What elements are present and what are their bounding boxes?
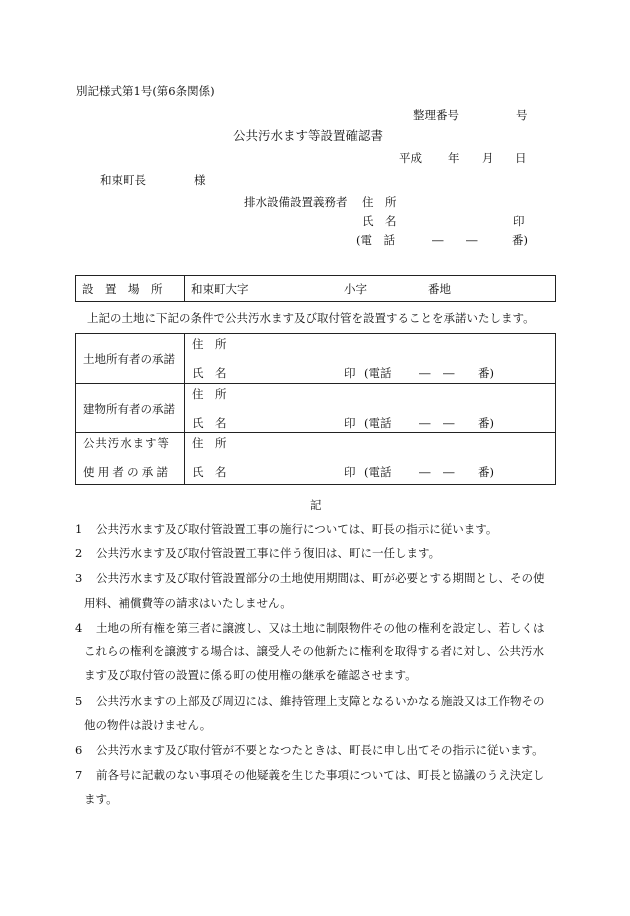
- condition-number: 3: [75, 571, 83, 585]
- consent-phone-close: 番): [478, 465, 494, 479]
- location-table: [75, 275, 556, 302]
- date-month: 月: [482, 151, 494, 165]
- consent-label-line-2: 使用者の承諾: [83, 465, 172, 479]
- consent-address-label: 住 所: [192, 387, 227, 401]
- ki-heading: 記: [310, 498, 322, 512]
- condition-text-continued: 用料、補償費等の請求はいたしません。: [84, 596, 292, 610]
- consent-phone-dash-2: ―: [443, 465, 455, 479]
- condition-text: 公共汚水ます及び取付管設置部分の土地使用期間は、町が必要とする期間とし、その使: [96, 571, 545, 585]
- consent-label-line-1: 公共汚水ます等: [83, 436, 170, 450]
- obligor-name-label: 氏 名: [362, 214, 397, 228]
- consent-label: 土地所有者の承諾: [83, 352, 175, 366]
- consent-name-label: 氏 名: [192, 416, 227, 430]
- date-day: 日: [515, 151, 527, 165]
- obligor-address-label: 住 所: [362, 195, 397, 209]
- condition-number: 2: [75, 546, 83, 560]
- document-title: 公共汚水ます等設置確認書: [233, 128, 384, 143]
- condition-number: 1: [75, 522, 83, 536]
- obligor-phone-close: 番): [512, 233, 528, 247]
- location-town: 和束町大字: [191, 282, 249, 296]
- condition-text: 前各号に記載のない事項その他疑義を生じた事項については、町長と協議のうえ決定し: [96, 768, 545, 782]
- consent-phone-dash-1: ―: [419, 465, 431, 479]
- consent-seal: 印: [344, 416, 356, 430]
- condition-number: 4: [75, 621, 83, 635]
- location-aza: 小字: [344, 282, 367, 296]
- condition-number: 6: [75, 743, 83, 757]
- addressee: 和束町長: [100, 173, 146, 187]
- consent-phone-open: (電話: [364, 465, 392, 479]
- consent-address-label: 住 所: [192, 436, 227, 450]
- form-number: 別記様式第1号(第6条関係): [76, 84, 215, 98]
- consent-phone-dash-2: ―: [443, 366, 455, 380]
- consent-name-label: 氏 名: [192, 465, 227, 479]
- consent-phone-dash-1: ―: [419, 366, 431, 380]
- reference-number-label: 整理番号: [413, 108, 459, 122]
- location-banchi: 番地: [428, 282, 451, 296]
- obligor-seal: 印: [513, 214, 525, 228]
- consent-phone-open: (電話: [364, 366, 392, 380]
- condition-text-continued: ます。: [84, 792, 118, 806]
- condition-text-continued: ます及び取付管の設置に係る町の使用権の継承を確認させます。: [84, 668, 417, 682]
- consent-table: [75, 333, 556, 485]
- date-year: 年: [448, 151, 460, 165]
- obligor-label: 排水設備設置義務者: [244, 195, 348, 209]
- consent-phone-open: (電話: [364, 416, 392, 430]
- condition-text: 土地の所有権を第三者に譲渡し、又は土地に制限物件その他の権利を設定し、若しくは: [96, 621, 545, 635]
- consent-address-label: 住 所: [192, 337, 227, 351]
- honorific: 様: [194, 173, 206, 187]
- consent-intro: 上記の土地に下記の条件で公共汚水ます及び取付管を設置することを承諾いたします。: [87, 311, 535, 325]
- location-label: 設 置 場 所: [82, 282, 163, 296]
- consent-phone-dash-2: ―: [443, 416, 455, 430]
- date-era: 平成: [399, 151, 422, 165]
- consent-seal: 印: [344, 465, 356, 479]
- condition-text: 公共汚水ますの上部及び周辺には、維持管理上支障となるいかなる施設又は工作物その: [96, 694, 545, 708]
- consent-phone-dash-1: ―: [419, 416, 431, 430]
- obligor-phone-open: (電 話: [356, 233, 395, 247]
- condition-text-continued: これらの権利を譲渡する場合は、譲受人その他新たに権利を取得する者に対し、公共汚水: [84, 644, 544, 658]
- condition-text: 公共汚水ます及び取付管が不要となつたときは、町長に申し出てその指示に従います。: [96, 743, 544, 757]
- consent-phone-close: 番): [478, 366, 494, 380]
- consent-seal: 印: [344, 366, 356, 380]
- consent-phone-close: 番): [478, 416, 494, 430]
- condition-number: 5: [75, 694, 83, 708]
- condition-text: 公共汚水ます及び取付管設置工事に伴う復旧は、町に一任します。: [96, 546, 441, 560]
- condition-text-continued: 他の物件は設けません。: [84, 718, 212, 732]
- obligor-phone-dash-2: ―: [466, 233, 478, 247]
- reference-number-suffix: 号: [516, 108, 528, 122]
- condition-text: 公共汚水ます及び取付管設置工事の施行については、町長の指示に従います。: [96, 522, 498, 536]
- consent-label: 建物所有者の承諾: [83, 402, 175, 416]
- obligor-phone-dash-1: ―: [432, 233, 444, 247]
- condition-number: 7: [75, 768, 83, 782]
- consent-name-label: 氏 名: [192, 366, 227, 380]
